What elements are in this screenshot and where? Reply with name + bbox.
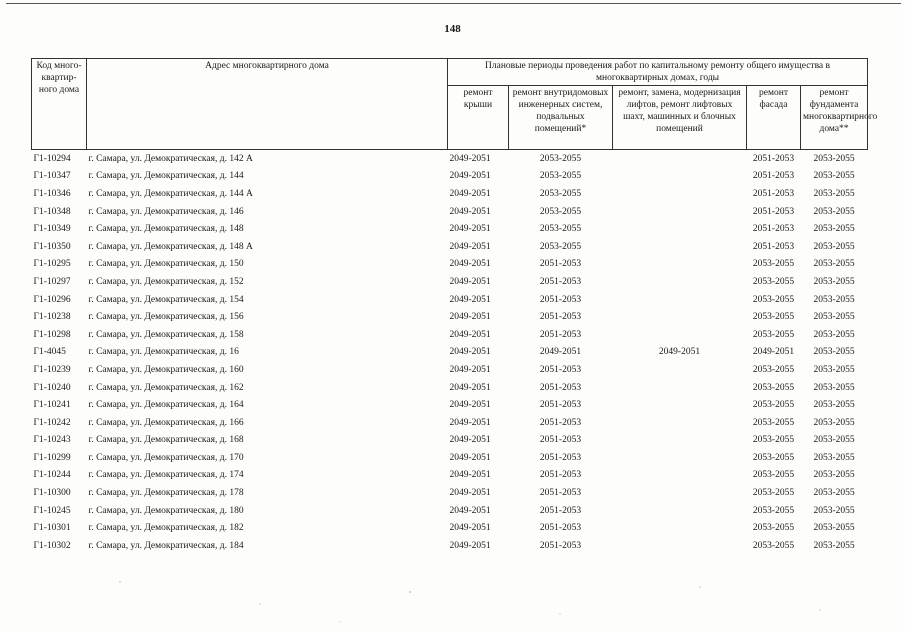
cell-facade: 2049-2051 <box>752 347 795 358</box>
cell-lifts <box>613 379 747 397</box>
cell-foundation: 2053-2055 <box>813 347 855 358</box>
cell-roof: 2049-2051 <box>449 294 491 305</box>
table-row <box>32 326 868 344</box>
header-foundation: ремонт фундамента многоквартирного дома** <box>801 86 868 150</box>
cell-address: г. Самара, ул. Демократическая, д. 170 <box>88 452 244 463</box>
table-row <box>32 396 868 414</box>
cell-roof: 2049-2051 <box>449 470 491 481</box>
cell-facade: 2053-2055 <box>752 312 795 323</box>
cell-roof: 2049-2051 <box>449 364 491 375</box>
cell-systems: 2053-2055 <box>539 241 582 252</box>
cell-lifts <box>613 519 747 537</box>
cell-foundation: 2053-2055 <box>813 400 855 411</box>
cell-foundation: 2053-2055 <box>813 276 855 287</box>
cell-code: Г1-10349 <box>33 224 71 235</box>
header-roof: ремонт крыши <box>448 86 509 150</box>
cell-address: г. Самара, ул. Демократическая, д. 142 А <box>88 153 253 164</box>
cell-address: г. Самара, ул. Демократическая, д. 158 <box>88 329 244 340</box>
cell-lifts <box>613 273 747 291</box>
cell-facade: 2053-2055 <box>752 505 795 516</box>
cell-address: г. Самара, ул. Демократическая, д. 182 <box>88 523 244 534</box>
cell-foundation: 2053-2055 <box>813 470 855 481</box>
cell-facade: 2053-2055 <box>752 294 795 305</box>
cell-address: г. Самара, ул. Демократическая, д. 174 <box>88 470 244 481</box>
cell-code: Г1-10348 <box>33 206 71 217</box>
cell-address: г. Самара, ул. Демократическая, д. 152 <box>88 276 244 287</box>
cell-lifts <box>613 449 747 467</box>
cell-address: г. Самара, ул. Демократическая, д. 180 <box>88 505 244 516</box>
cell-address: г. Самара, ул. Демократическая, д. 160 <box>88 364 244 375</box>
cell-roof: 2049-2051 <box>449 505 491 516</box>
cell-roof: 2049-2051 <box>449 417 491 428</box>
cell-facade: 2053-2055 <box>752 435 795 446</box>
cell-foundation: 2053-2055 <box>813 224 855 235</box>
cell-lifts: 2049-2051 <box>658 347 701 358</box>
header-address: Адрес многоквартирного дома <box>87 59 448 150</box>
table-row <box>32 150 868 168</box>
cell-facade: 2053-2055 <box>752 452 795 463</box>
cell-roof: 2049-2051 <box>449 224 491 235</box>
cell-facade: 2053-2055 <box>752 400 795 411</box>
cell-facade: 2051-2053 <box>752 206 795 217</box>
cell-address: г. Самара, ул. Демократическая, д. 144 <box>88 171 244 182</box>
cell-lifts <box>613 168 747 186</box>
cell-lifts <box>613 291 747 309</box>
cell-code: Г1-10297 <box>33 276 71 287</box>
cell-systems: 2053-2055 <box>539 224 582 235</box>
cell-address: г. Самара, ул. Демократическая, д. 178 <box>88 488 244 499</box>
cell-facade: 2053-2055 <box>752 276 795 287</box>
cell-systems: 2049-2051 <box>539 347 582 358</box>
cell-facade: 2053-2055 <box>752 540 795 551</box>
cell-facade: 2053-2055 <box>752 382 795 393</box>
cell-facade: 2051-2053 <box>752 224 795 235</box>
cell-lifts <box>613 238 747 256</box>
cell-foundation: 2053-2055 <box>813 241 855 252</box>
cell-code: Г1-10350 <box>33 241 71 252</box>
table-row <box>32 432 868 450</box>
cell-address: г. Самара, ул. Демократическая, д. 148 <box>88 224 244 235</box>
table-row <box>32 273 868 291</box>
cell-facade: 2053-2055 <box>752 329 795 340</box>
table-row <box>32 308 868 326</box>
cell-lifts <box>613 256 747 274</box>
table-row <box>32 484 868 502</box>
cell-roof: 2049-2051 <box>449 241 491 252</box>
cell-systems: 2053-2055 <box>539 206 582 217</box>
cell-foundation: 2053-2055 <box>813 417 855 428</box>
cell-code: Г1-10244 <box>33 470 71 481</box>
table-row <box>32 519 868 537</box>
cell-roof: 2049-2051 <box>449 276 491 287</box>
cell-foundation: 2053-2055 <box>813 523 855 534</box>
table-row <box>32 502 868 520</box>
cell-lifts <box>613 484 747 502</box>
cell-roof: 2049-2051 <box>449 452 491 463</box>
cell-lifts <box>613 220 747 238</box>
cell-roof: 2049-2051 <box>449 400 491 411</box>
cell-systems: 2051-2053 <box>539 329 582 340</box>
cell-code: Г1-10245 <box>33 505 71 516</box>
repair-schedule-table <box>31 58 878 555</box>
cell-foundation: 2053-2055 <box>813 435 855 446</box>
cell-lifts <box>613 467 747 485</box>
cell-code: Г1-10242 <box>33 417 71 428</box>
cell-address: г. Самара, ул. Демократическая, д. 144 А <box>88 188 253 199</box>
cell-foundation: 2053-2055 <box>813 329 855 340</box>
cell-address: г. Самара, ул. Демократическая, д. 154 <box>88 294 244 305</box>
cell-facade: 2053-2055 <box>752 470 795 481</box>
scan-noise <box>0 552 905 632</box>
cell-code: Г1-10240 <box>33 382 71 393</box>
cell-code: Г1-10300 <box>33 488 71 499</box>
cell-lifts <box>613 150 747 168</box>
cell-foundation: 2053-2055 <box>813 382 855 393</box>
cell-code: Г1-10301 <box>33 523 71 534</box>
cell-systems: 2051-2053 <box>539 505 582 516</box>
cell-code: Г1-10347 <box>33 171 71 182</box>
cell-code: Г1-10346 <box>33 188 71 199</box>
cell-roof: 2049-2051 <box>449 523 491 534</box>
cell-roof: 2049-2051 <box>449 382 491 393</box>
cell-lifts <box>613 308 747 326</box>
table-row <box>32 168 868 186</box>
cell-foundation: 2053-2055 <box>813 505 855 516</box>
cell-address: г. Самара, ул. Демократическая, д. 166 <box>88 417 244 428</box>
cell-facade: 2051-2053 <box>752 171 795 182</box>
cell-lifts <box>613 185 747 203</box>
cell-roof: 2049-2051 <box>449 435 491 446</box>
header-periods-group: Плановые периоды проведения работ по капитальному ремонту общего имущества в многоквартирных домах, годы <box>448 59 868 86</box>
cell-code: Г1-10238 <box>33 312 71 323</box>
cell-roof: 2049-2051 <box>449 171 491 182</box>
cell-facade: 2051-2053 <box>752 241 795 252</box>
cell-facade: 2053-2055 <box>752 488 795 499</box>
cell-facade: 2053-2055 <box>752 523 795 534</box>
cell-systems: 2051-2053 <box>539 294 582 305</box>
cell-lifts <box>613 326 747 344</box>
cell-systems: 2051-2053 <box>539 488 582 499</box>
cell-code: Г1-10243 <box>33 435 71 446</box>
cell-systems: 2053-2055 <box>539 171 582 182</box>
table-row <box>32 379 868 397</box>
cell-address: г. Самара, ул. Демократическая, д. 184 <box>88 540 244 551</box>
cell-foundation: 2053-2055 <box>813 452 855 463</box>
cell-code: Г1-4045 <box>33 347 66 358</box>
cell-systems: 2051-2053 <box>539 470 582 481</box>
cell-systems: 2051-2053 <box>539 523 582 534</box>
cell-code: Г1-10241 <box>33 400 71 411</box>
cell-foundation: 2053-2055 <box>813 364 855 375</box>
cell-roof: 2049-2051 <box>449 488 491 499</box>
cell-roof: 2049-2051 <box>449 312 491 323</box>
cell-systems: 2051-2053 <box>539 452 582 463</box>
cell-systems: 2051-2053 <box>539 540 582 551</box>
cell-foundation: 2053-2055 <box>813 188 855 199</box>
cell-systems: 2051-2053 <box>539 276 582 287</box>
cell-lifts <box>613 203 747 221</box>
header-facade: ремонт фасада <box>747 86 801 150</box>
cell-facade: 2053-2055 <box>752 259 795 270</box>
cell-facade: 2051-2053 <box>752 188 795 199</box>
cell-address: г. Самара, ул. Демократическая, д. 168 <box>88 435 244 446</box>
table-row <box>32 238 868 256</box>
table-row <box>32 220 868 238</box>
cell-code: Г1-10296 <box>33 294 71 305</box>
cell-lifts <box>613 361 747 379</box>
cell-systems: 2051-2053 <box>539 312 582 323</box>
cell-address: г. Самара, ул. Демократическая, д. 148 А <box>88 241 253 252</box>
cell-systems: 2051-2053 <box>539 417 582 428</box>
table-row <box>32 414 868 432</box>
page-number: 148 <box>444 23 461 35</box>
cell-roof: 2049-2051 <box>449 540 491 551</box>
cell-roof: 2049-2051 <box>449 347 491 358</box>
cell-code: Г1-10294 <box>33 153 71 164</box>
header-code: Код много-квартир-ного дома <box>32 59 87 150</box>
cell-systems: 2051-2053 <box>539 382 582 393</box>
cell-roof: 2049-2051 <box>449 329 491 340</box>
top-rule <box>6 3 901 4</box>
cell-address: г. Самара, ул. Демократическая, д. 162 <box>88 382 244 393</box>
table-row <box>32 467 868 485</box>
table-body <box>32 150 868 555</box>
table-row <box>32 256 868 274</box>
cell-systems: 2053-2055 <box>539 153 582 164</box>
cell-address: г. Самара, ул. Демократическая, д. 164 <box>88 400 244 411</box>
cell-lifts <box>613 414 747 432</box>
cell-facade: 2051-2053 <box>752 153 795 164</box>
cell-code: Г1-10295 <box>33 259 71 270</box>
cell-facade: 2053-2055 <box>752 364 795 375</box>
cell-code: Г1-10239 <box>33 364 71 375</box>
table-row <box>32 449 868 467</box>
header-systems: ремонт внутридомовых инженерных систем, подвальных помещений* <box>509 86 613 150</box>
cell-systems: 2051-2053 <box>539 259 582 270</box>
cell-foundation: 2053-2055 <box>813 294 855 305</box>
table-row <box>32 344 868 362</box>
header-lifts: ремонт, замена, модернизация лифтов, ремонт лифтовых шахт, машинных и блочных помещений <box>613 86 747 150</box>
cell-roof: 2049-2051 <box>449 188 491 199</box>
table-row <box>32 185 868 203</box>
cell-address: г. Самара, ул. Демократическая, д. 16 <box>88 347 239 358</box>
cell-foundation: 2053-2055 <box>813 312 855 323</box>
cell-roof: 2049-2051 <box>449 259 491 270</box>
cell-code: Г1-10302 <box>33 540 71 551</box>
cell-lifts <box>613 502 747 520</box>
cell-facade: 2053-2055 <box>752 417 795 428</box>
cell-roof: 2049-2051 <box>449 206 491 217</box>
table-row <box>32 291 868 309</box>
cell-foundation: 2053-2055 <box>813 153 855 164</box>
cell-address: г. Самара, ул. Демократическая, д. 146 <box>88 206 244 217</box>
cell-code: Г1-10298 <box>33 329 71 340</box>
cell-foundation: 2053-2055 <box>813 206 855 217</box>
table-row <box>32 361 868 379</box>
cell-systems: 2051-2053 <box>539 400 582 411</box>
cell-systems: 2051-2053 <box>539 435 582 446</box>
cell-code: Г1-10299 <box>33 452 71 463</box>
cell-foundation: 2053-2055 <box>813 259 855 270</box>
cell-foundation: 2053-2055 <box>813 171 855 182</box>
cell-systems: 2053-2055 <box>539 188 582 199</box>
cell-foundation: 2053-2055 <box>813 488 855 499</box>
cell-address: г. Самара, ул. Демократическая, д. 156 <box>88 312 244 323</box>
cell-foundation: 2053-2055 <box>813 540 855 551</box>
table-row <box>32 203 868 221</box>
cell-address: г. Самара, ул. Демократическая, д. 150 <box>88 259 244 270</box>
cell-lifts <box>613 432 747 450</box>
cell-lifts <box>613 396 747 414</box>
cell-systems: 2051-2053 <box>539 364 582 375</box>
cell-roof: 2049-2051 <box>449 153 491 164</box>
